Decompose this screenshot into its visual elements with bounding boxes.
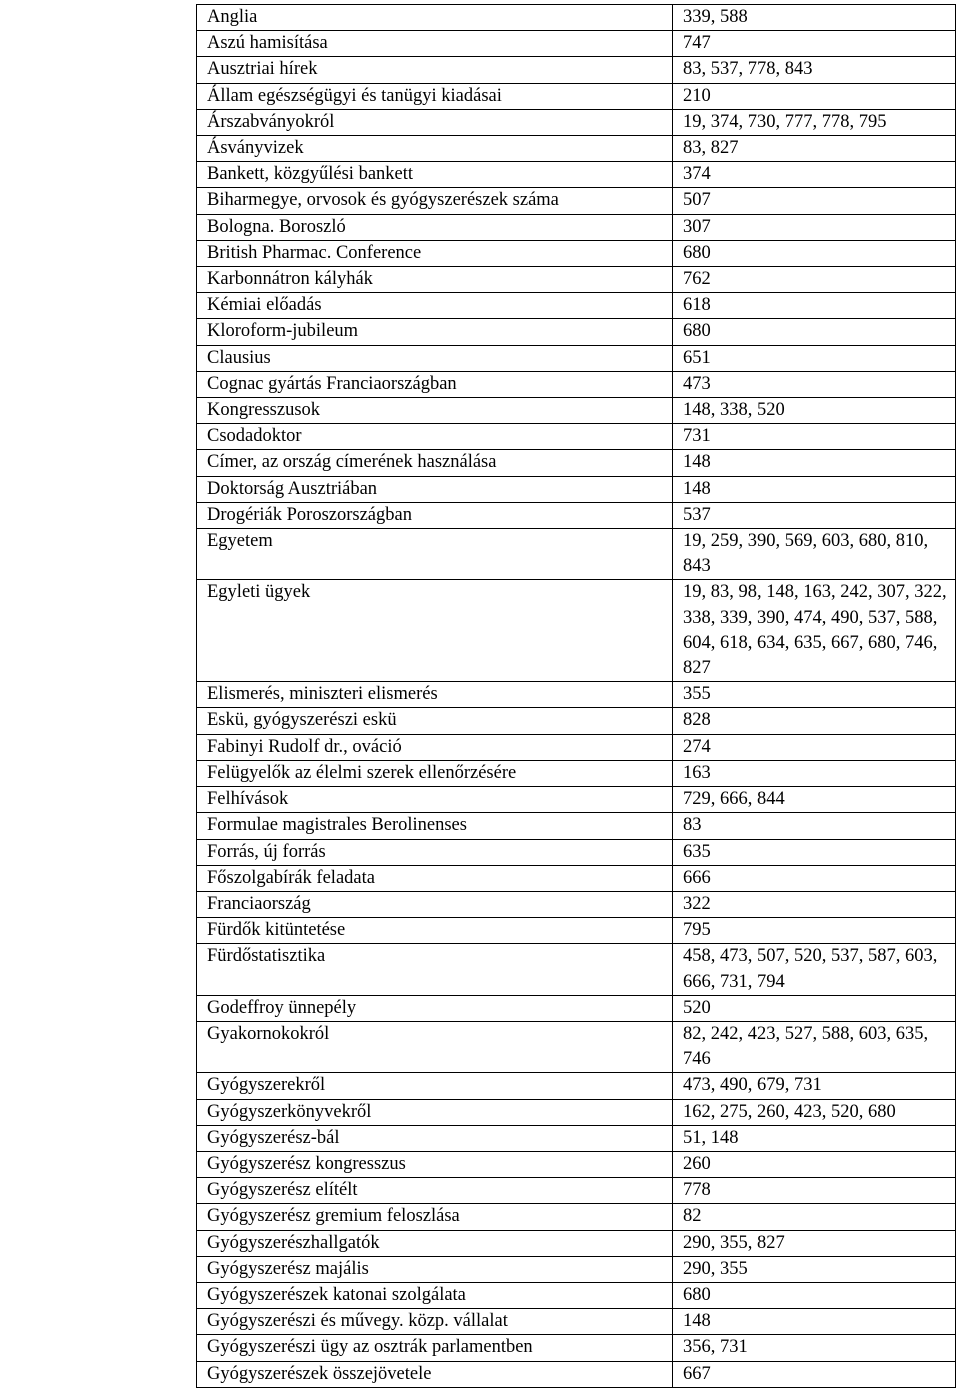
index-term: Gyógyszerészi és művegy. közp. vállalat: [197, 1309, 673, 1335]
table-row: [197, 188, 956, 214]
index-page-numbers: 19, 374, 730, 777, 778, 795: [673, 109, 956, 135]
index-table: [196, 4, 956, 1388]
index-term: Franciaország: [197, 891, 673, 917]
index-page-numbers: 458, 473, 507, 520, 537, 587, 603, 666, 731, 794: [673, 944, 956, 995]
table-row: [197, 1151, 956, 1177]
index-page-numbers: 290, 355: [673, 1256, 956, 1282]
table-row: [197, 293, 956, 319]
table-row: [197, 502, 956, 528]
index-term: Bologna. Boroszló: [197, 214, 673, 240]
index-term: Gyógyszerészek összejövetele: [197, 1361, 673, 1387]
index-page-numbers: 148: [673, 450, 956, 476]
index-page-numbers: 473, 490, 679, 731: [673, 1073, 956, 1099]
index-page-numbers: 260: [673, 1151, 956, 1177]
index-term: Főszolgabírák feladata: [197, 865, 673, 891]
index-page-numbers: 666: [673, 865, 956, 891]
table-row: [197, 995, 956, 1021]
table-row: [197, 787, 956, 813]
index-page-numbers: 795: [673, 918, 956, 944]
index-term: Árszabványokról: [197, 109, 673, 135]
table-row: [197, 944, 956, 995]
index-term: Bankett, közgyűlési bankett: [197, 162, 673, 188]
table-row: [197, 760, 956, 786]
index-term: Gyógyszerész kongresszus: [197, 1151, 673, 1177]
table-row: [197, 708, 956, 734]
table-row: [197, 267, 956, 293]
index-page-numbers: 473: [673, 371, 956, 397]
table-row: [197, 1282, 956, 1308]
index-term: Egyleti ügyek: [197, 580, 673, 682]
table-row: [197, 1309, 956, 1335]
index-table-body: [197, 5, 956, 1388]
index-page-numbers: 635: [673, 839, 956, 865]
table-row: [197, 682, 956, 708]
index-page-numbers: 729, 666, 844: [673, 787, 956, 813]
index-page-numbers: 210: [673, 83, 956, 109]
index-term: Doktorság Ausztriában: [197, 476, 673, 502]
table-row: [197, 1204, 956, 1230]
index-page-numbers: 290, 355, 827: [673, 1230, 956, 1256]
table-row: [197, 162, 956, 188]
index-page-numbers: 274: [673, 734, 956, 760]
index-page-numbers: 731: [673, 424, 956, 450]
index-term: Fürdők kitüntetése: [197, 918, 673, 944]
index-page-numbers: 148: [673, 1309, 956, 1335]
table-row: [197, 109, 956, 135]
table-row: [197, 1125, 956, 1151]
index-page-numbers: 828: [673, 708, 956, 734]
table-row: [197, 398, 956, 424]
table-row: [197, 240, 956, 266]
table-row: [197, 83, 956, 109]
index-page-numbers: 680: [673, 240, 956, 266]
index-page-numbers: 374: [673, 162, 956, 188]
table-row: [197, 57, 956, 83]
table-row: [197, 1021, 956, 1072]
index-page-numbers: 82: [673, 1204, 956, 1230]
index-term: British Pharmac. Conference: [197, 240, 673, 266]
index-term: Gyógyszerkönyvekről: [197, 1099, 673, 1125]
table-row: [197, 839, 956, 865]
index-term: Forrás, új forrás: [197, 839, 673, 865]
index-term: Biharmegye, orvosok és gyógyszerészek száma: [197, 188, 673, 214]
index-page-numbers: 339, 588: [673, 5, 956, 31]
index-page-numbers: 651: [673, 345, 956, 371]
index-page-numbers: 83, 537, 778, 843: [673, 57, 956, 83]
table-row: [197, 813, 956, 839]
index-term: Anglia: [197, 5, 673, 31]
table-row: [197, 1230, 956, 1256]
index-term: Drogériák Poroszországban: [197, 502, 673, 528]
index-page-numbers: 762: [673, 267, 956, 293]
table-row: [197, 345, 956, 371]
index-term: Gyógyszerész elítélt: [197, 1178, 673, 1204]
index-term: Ausztriai hírek: [197, 57, 673, 83]
index-term: Clausius: [197, 345, 673, 371]
table-row: [197, 371, 956, 397]
index-page-numbers: 148, 338, 520: [673, 398, 956, 424]
table-row: [197, 734, 956, 760]
index-page-numbers: 322: [673, 891, 956, 917]
table-row: [197, 891, 956, 917]
index-page-numbers: 680: [673, 319, 956, 345]
index-term: Gyógyszerészi ügy az osztrák parlamentben: [197, 1335, 673, 1361]
index-page-numbers: 19, 259, 390, 569, 603, 680, 810, 843: [673, 529, 956, 580]
index-page-numbers: 19, 83, 98, 148, 163, 242, 307, 322, 338, 339, 390, 474, 490, 537, 588, 604, 618, 634, 635, 667, 680, 746, 827: [673, 580, 956, 682]
table-row: [197, 136, 956, 162]
table-row: [197, 424, 956, 450]
table-row: [197, 1335, 956, 1361]
index-page-numbers: 162, 275, 260, 423, 520, 680: [673, 1099, 956, 1125]
table-row: [197, 1099, 956, 1125]
table-row: [197, 1256, 956, 1282]
index-page-numbers: 778: [673, 1178, 956, 1204]
table-row: [197, 5, 956, 31]
table-row: [197, 450, 956, 476]
index-term: Felügyelők az élelmi szerek ellenőrzésére: [197, 760, 673, 786]
index-term: Eskü, gyógyszerészi eskü: [197, 708, 673, 734]
index-term: Elismerés, miniszteri elismerés: [197, 682, 673, 708]
index-page-numbers: 356, 731: [673, 1335, 956, 1361]
index-term: Gyógyszerészek katonai szolgálata: [197, 1282, 673, 1308]
index-term: Címer, az ország címerének használása: [197, 450, 673, 476]
table-row: [197, 580, 956, 682]
index-page-numbers: 163: [673, 760, 956, 786]
index-term: Felhívások: [197, 787, 673, 813]
index-term: Kloroform-jubileum: [197, 319, 673, 345]
index-page-numbers: 747: [673, 31, 956, 57]
index-term: Egyetem: [197, 529, 673, 580]
index-term: Gyógyszerekről: [197, 1073, 673, 1099]
index-term: Fürdőstatisztika: [197, 944, 673, 995]
index-term: Cognac gyártás Franciaországban: [197, 371, 673, 397]
table-row: [197, 1073, 956, 1099]
index-page-numbers: 680: [673, 1282, 956, 1308]
index-page-numbers: 307: [673, 214, 956, 240]
index-page-numbers: 82, 242, 423, 527, 588, 603, 635, 746: [673, 1021, 956, 1072]
index-term: Fabinyi Rudolf dr., ováció: [197, 734, 673, 760]
table-row: [197, 865, 956, 891]
index-term: Formulae magistrales Berolinenses: [197, 813, 673, 839]
table-row: [197, 214, 956, 240]
index-page-numbers: 148: [673, 476, 956, 502]
index-term: Gyógyszerészhallgatók: [197, 1230, 673, 1256]
index-term: Godeffroy ünnepély: [197, 995, 673, 1021]
index-term: Gyakornokokról: [197, 1021, 673, 1072]
table-row: [197, 918, 956, 944]
table-row: [197, 31, 956, 57]
table-row: [197, 529, 956, 580]
index-page-numbers: 51, 148: [673, 1125, 956, 1151]
index-term: Karbonnátron kályhák: [197, 267, 673, 293]
index-page-numbers: 667: [673, 1361, 956, 1387]
index-page-numbers: 355: [673, 682, 956, 708]
index-term: Állam egészségügyi és tanügyi kiadásai: [197, 83, 673, 109]
index-term: Gyógyszerész gremium feloszlása: [197, 1204, 673, 1230]
index-page-numbers: 618: [673, 293, 956, 319]
index-term: Kémiai előadás: [197, 293, 673, 319]
index-term: Csodadoktor: [197, 424, 673, 450]
table-row: [197, 1361, 956, 1387]
index-page-numbers: 507: [673, 188, 956, 214]
index-page-numbers: 83: [673, 813, 956, 839]
index-page-numbers: 537: [673, 502, 956, 528]
table-row: [197, 1178, 956, 1204]
index-term: Kongresszusok: [197, 398, 673, 424]
index-term: Ásványvizek: [197, 136, 673, 162]
table-row: [197, 319, 956, 345]
table-row: [197, 476, 956, 502]
index-term: Gyógyszerész-bál: [197, 1125, 673, 1151]
index-page-numbers: 83, 827: [673, 136, 956, 162]
index-term: Gyógyszerész majális: [197, 1256, 673, 1282]
index-page-numbers: 520: [673, 995, 956, 1021]
index-term: Aszú hamisítása: [197, 31, 673, 57]
